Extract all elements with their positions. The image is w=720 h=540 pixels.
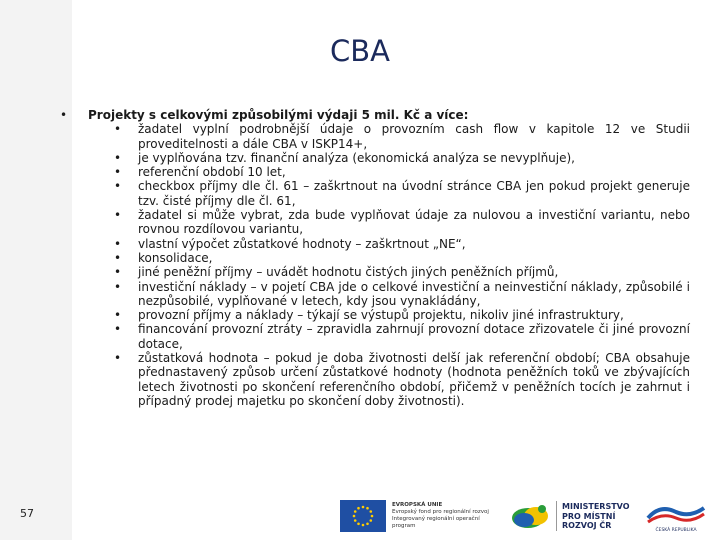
- sub-bullet-list: [88, 122, 690, 408]
- bullet-icon: •: [114, 150, 122, 165]
- eu-star: [354, 510, 357, 513]
- sub-bullet-item: [114, 250, 690, 265]
- sub-bullet-text: financování provozní ztráty – zpravidla zahrnují provozní dotace zřizovatele či jiné provozní dotace,: [138, 322, 690, 351]
- sub-bullet-text: zůstatková hodnota – pokud je doba životnosti delší jak referenční období; CBA obsahuje přednastavený způsob určení zůstatkové hodnoty (hodnota peněžních toků ve zbývajících letech životnosti po skončení referenčního období, přičemž v peněžních tocích je zahrnut i případný prodej majetku po skončení doby životnosti).: [138, 351, 690, 408]
- eu-star: [371, 515, 374, 518]
- bullet-icon: •: [114, 208, 122, 223]
- sub-bullet-item: [114, 308, 690, 323]
- eu-star: [369, 519, 372, 522]
- sub-bullet-item: [114, 208, 690, 237]
- sub-bullet-text: referenční období 10 let,: [138, 165, 286, 180]
- mmr-line: MINISTERSTVO: [562, 502, 630, 511]
- eu-logo-text: [392, 502, 502, 530]
- eu-line: EVROPSKÁ UNIE: [392, 502, 443, 508]
- eu-star: [353, 515, 356, 518]
- cz-logo-label: ČESKÁ REPUBLIKA: [655, 528, 697, 533]
- eu-line: Integrovaný regionální operační program: [392, 516, 480, 529]
- sub-bullet-item: [114, 351, 690, 408]
- bullet-icon: •: [114, 250, 122, 265]
- bullet-icon: •: [114, 165, 122, 180]
- sub-bullet-item: [114, 279, 690, 309]
- mmr-logo-text: [562, 502, 630, 531]
- mmr-line: PRO MÍSTNÍ: [562, 511, 616, 521]
- mmr-line: ROZVOJ ČR: [562, 521, 612, 530]
- eu-line: Evropský fond pro regionální rozvoj: [392, 509, 489, 515]
- bullet-icon: •: [114, 179, 122, 194]
- eu-star: [362, 524, 365, 527]
- sub-bullet-item: [114, 179, 690, 208]
- bullet-icon: •: [114, 279, 122, 294]
- sub-bullet-text: provozní příjmy a náklady – týkají se výstupů projektu, nikoliv jiné infrastruktury,: [138, 308, 624, 323]
- eu-star: [362, 506, 365, 509]
- bullet-icon: •: [114, 265, 122, 280]
- main-bullet: [60, 108, 690, 408]
- bullet-icon: •: [114, 236, 122, 251]
- main-bullet-text: Projekty s celkovými způsobilými výdaji 5 mil. Kč a více:: [88, 108, 469, 122]
- eu-star: [369, 510, 372, 513]
- sub-bullet-text: checkbox příjmy dle čl. 61 – zaškrtnout na úvodní stránce CBA jen pokud projekt generuje tzv. čisté příjmy dle čl. 61,: [138, 179, 690, 208]
- eu-star: [366, 507, 369, 510]
- sub-bullet-text: žadatel vyplní podrobnější údaje o provozním cash flow v kapitole 12 ve Studii proveditelnosti a dále CBA v ISKP14+,: [138, 122, 690, 151]
- sub-bullet-item: [114, 165, 690, 180]
- bullet-icon: •: [114, 351, 122, 366]
- logo-divider: [556, 501, 557, 531]
- bullet-icon: •: [60, 108, 68, 122]
- sub-bullet-item: [114, 236, 690, 251]
- bullet-icon: •: [114, 322, 122, 337]
- sub-bullet-text: investiční náklady – v pojetí CBA jde o celkové investiční a neinvestiční náklady, způsobilé i nezpůsobilé, vyplňované v letech, kdy jsou vynakládány,: [138, 279, 690, 308]
- sub-bullet-item: [114, 322, 690, 351]
- sub-bullet-text: vlastní výpočet zůstatkové hodnoty – zaškrtnout „NE“,: [138, 236, 466, 251]
- eu-flag-logo: [340, 500, 386, 532]
- sub-bullet-text: konsolidace,: [138, 250, 213, 265]
- eu-star: [354, 519, 357, 522]
- sub-bullet-item: [114, 122, 690, 151]
- eu-star: [366, 522, 369, 525]
- bullet-icon: •: [114, 122, 122, 137]
- sub-bullet-item: [114, 150, 690, 165]
- sub-bullet-item: [114, 265, 690, 280]
- eu-star: [357, 507, 360, 510]
- sub-bullet-text: žadatel si může vybrat, zda bude vyplňovat údaje za nulovou a investiční variantu, nebo rovnou rozdílovou variantu,: [138, 208, 690, 237]
- eu-star: [357, 522, 360, 525]
- czech-republic-logo: [640, 498, 712, 534]
- mmr-logo-icon: [508, 500, 554, 532]
- slide-content: [60, 108, 690, 408]
- slide-title: CBA: [330, 34, 390, 68]
- bullet-icon: •: [114, 308, 122, 323]
- sub-bullet-text: jiné peněžní příjmy – uvádět hodnotu čistých jiných peněžních příjmů,: [138, 265, 559, 280]
- page-number: 57: [20, 507, 34, 520]
- sub-bullet-text: je vyplňována tzv. finanční analýza (ekonomická analýza se nevyplňuje),: [138, 150, 575, 165]
